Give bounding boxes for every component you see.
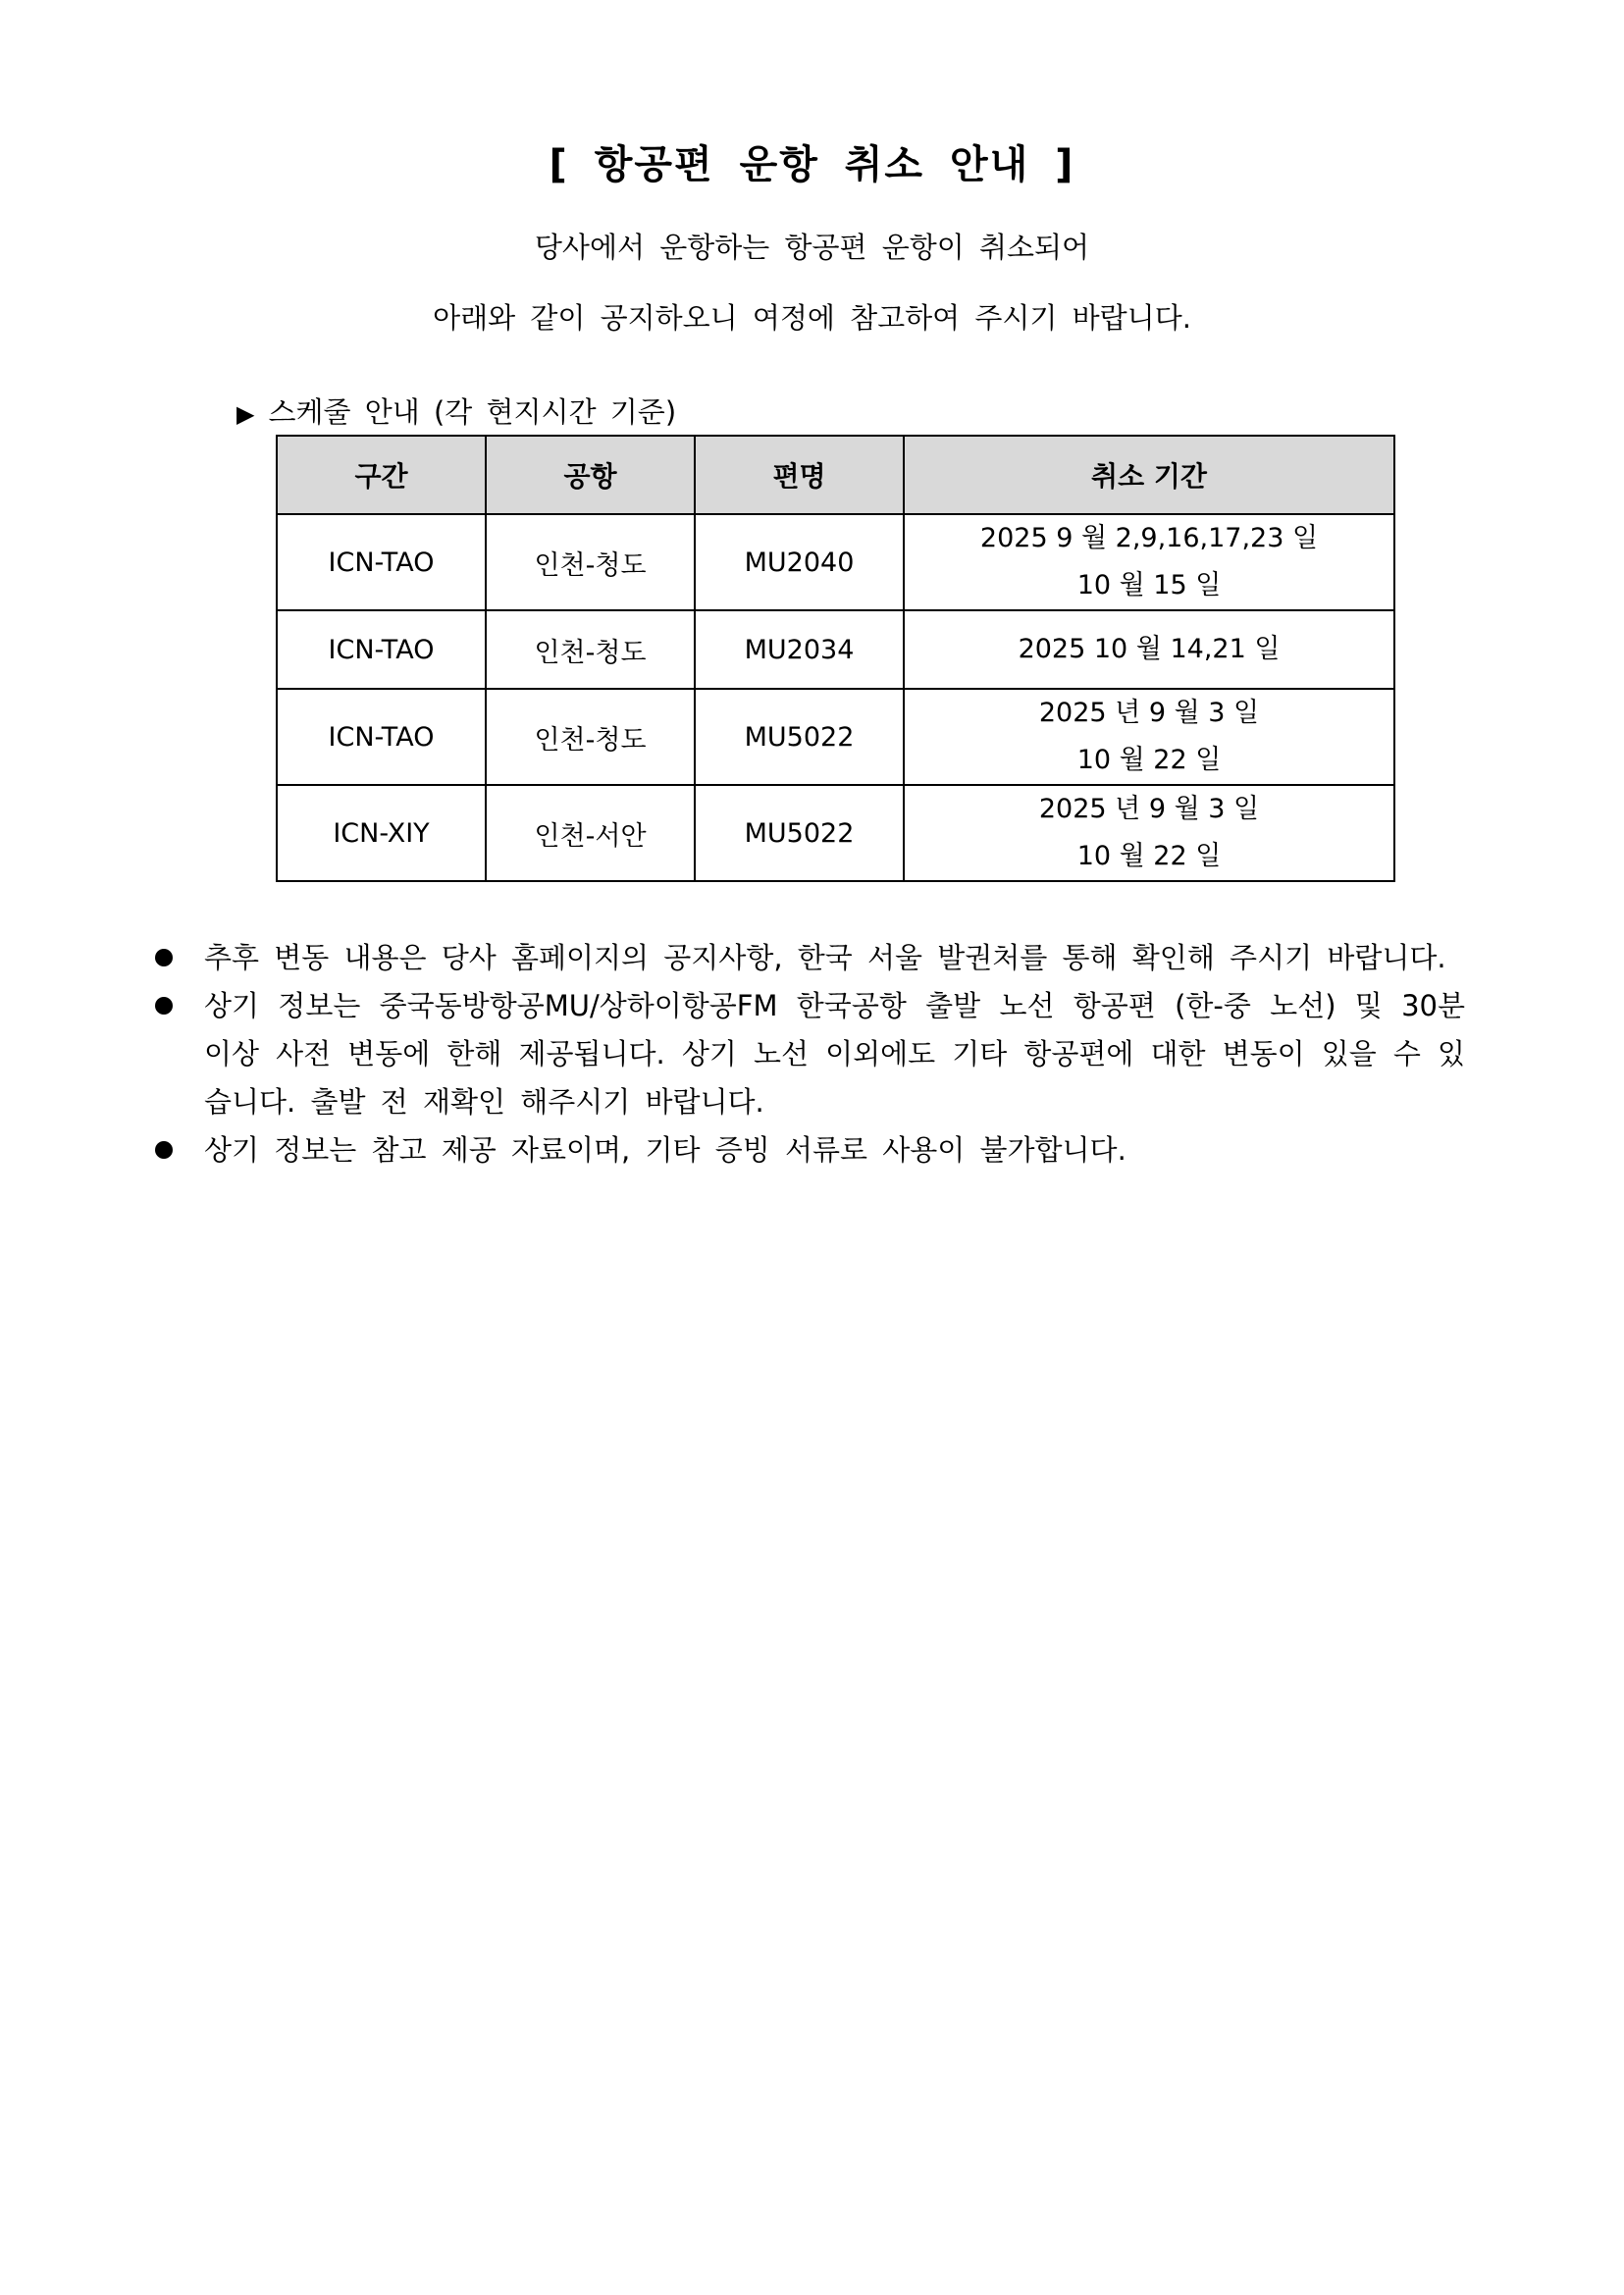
cell-flight: MU2040 (695, 514, 904, 610)
cell-flight: MU5022 (695, 689, 904, 785)
period-line: 2025 년 9 월 3 일 (1038, 794, 1260, 824)
period-line: 2025 년 9 월 3 일 (1038, 698, 1260, 728)
table-row (277, 514, 1394, 610)
note-text: 상기 정보는 참고 제공 자료이며, 기타 증빙 서류로 사용이 불가합니다. (204, 1133, 1126, 1167)
period-line: 2025 10 월 14,21 일 (1018, 634, 1281, 664)
cell-period (904, 689, 1394, 785)
cancellation-schedule-table (276, 435, 1395, 882)
intro-line-1: 당사에서 운항하는 항공편 운항이 취소되어 (534, 231, 1090, 264)
period-line: 10 월 22 일 (1076, 841, 1222, 871)
notes-list (155, 934, 1465, 1174)
bullet-icon (155, 1141, 173, 1159)
note-text: 상기 정보는 중국동방항공MU/상하이항공FM 한국공항 출발 노선 항공편 (한-중 노선) 및 30분 이상 사전 변동에 한해 제공됩니다. 상기 노선 이외에도 기타 항공편에 대한 변동이 있을 수 있습니다. 출발 전 재확인 해주시기 바랍니다. (204, 989, 1465, 1119)
intro-line-2: 아래와 같이 공지하오니 여정에 참고하여 주시기 바랍니다. (433, 301, 1191, 335)
table-row (277, 785, 1394, 881)
cell-period (904, 785, 1394, 881)
header-route: 구간 (277, 436, 486, 514)
bullet-icon (155, 949, 173, 966)
notice-title: [ 항공편 운항 취소 안내 ] (549, 142, 1075, 187)
cell-period (904, 514, 1394, 610)
cell-period (904, 610, 1394, 689)
list-item (155, 934, 1465, 982)
schedule-heading (236, 391, 676, 431)
bullet-icon (155, 997, 173, 1015)
cell-airport: 인천-청도 (486, 514, 695, 610)
header-period: 취소 기간 (904, 436, 1394, 514)
cell-airport: 인천-서안 (486, 785, 695, 881)
period-line: 2025 9 월 2,9,16,17,23 일 (979, 523, 1319, 553)
cell-flight: MU2034 (695, 610, 904, 689)
table-header-row (277, 436, 1394, 514)
schedule-heading-text: 스케줄 안내 (각 현지시간 기준) (268, 395, 677, 429)
header-airport: 공항 (486, 436, 695, 514)
table-row (277, 610, 1394, 689)
period-line: 10 월 15 일 (1076, 570, 1222, 600)
table-row (277, 689, 1394, 785)
cell-route: ICN-TAO (277, 610, 486, 689)
note-text: 추후 변동 내용은 당사 홈페이지의 공지사항, 한국 서울 발권처를 통해 확인해 주시기 바랍니다. (204, 941, 1446, 974)
cell-route: ICN-TAO (277, 689, 486, 785)
header-flight: 편명 (695, 436, 904, 514)
cell-flight: MU5022 (695, 785, 904, 881)
list-item (155, 982, 1465, 1126)
cell-airport: 인천-청도 (486, 610, 695, 689)
cell-route: ICN-TAO (277, 514, 486, 610)
period-line: 10 월 22 일 (1076, 745, 1222, 775)
cell-route: ICN-XIY (277, 785, 486, 881)
cell-airport: 인천-청도 (486, 689, 695, 785)
play-arrow-icon: ▶ (236, 400, 255, 428)
list-item (155, 1126, 1465, 1174)
